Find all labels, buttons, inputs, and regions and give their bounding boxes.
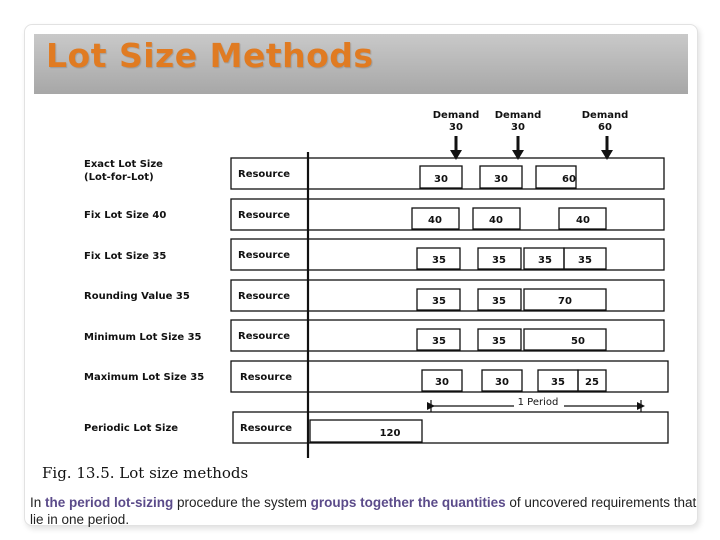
lot-value: 40 [489, 215, 503, 226]
lot-value: 30 [434, 174, 448, 185]
lot-value: 25 [585, 377, 599, 388]
lot-value: 40 [576, 215, 590, 226]
resource-label: Resource [238, 291, 291, 302]
demand-arrows [450, 136, 613, 160]
lot-value: 35 [432, 296, 446, 307]
resource-label: Resource [238, 250, 291, 261]
resource-label: Resource [238, 331, 291, 342]
demand-value: 60 [598, 122, 612, 133]
resource-row [231, 199, 664, 230]
resource-row [231, 361, 668, 392]
description-part: In [30, 495, 46, 510]
resource-label: Resource [238, 210, 291, 221]
resource-labels [238, 169, 292, 434]
lot-value: 60 [562, 174, 576, 185]
method-label: Rounding Value 35 [84, 291, 190, 302]
resource-rows [231, 158, 668, 443]
method-label: Periodic Lot Size [84, 423, 179, 434]
method-labels [84, 159, 204, 434]
resource-row [233, 412, 668, 443]
lot-value: 30 [435, 377, 449, 388]
method-label-sub: (Lot-for-Lot) [84, 172, 154, 183]
lot-value: 35 [492, 296, 506, 307]
lot-value: 35 [432, 336, 446, 347]
resource-row [231, 280, 664, 311]
lot-value: 35 [492, 336, 506, 347]
demand-label: Demand [494, 110, 542, 121]
lot-value: 30 [494, 174, 508, 185]
demand-label: Demand [581, 110, 629, 121]
figure-caption: Fig. 13.5. Lot size methods [42, 464, 249, 482]
lot-value: 120 [379, 428, 401, 439]
demand-header [433, 110, 629, 133]
demand-value: 30 [449, 122, 463, 133]
lot-value: 35 [551, 377, 565, 388]
method-label: Maximum Lot Size 35 [84, 372, 205, 383]
lot-block [524, 329, 606, 350]
demand-label: Demand [432, 110, 480, 121]
resource-row [231, 239, 664, 270]
lot-value: 70 [558, 296, 572, 307]
description-part: of uncovered requirements that lie in one period. [30, 495, 697, 527]
lot-value: 35 [578, 255, 592, 266]
resource-label: Resource [240, 372, 293, 383]
resource-label: Resource [240, 423, 293, 434]
demand-value: 30 [511, 122, 525, 133]
lot-block [310, 420, 422, 442]
description-text [30, 494, 698, 528]
description-highlight: the period lot-sizing [45, 495, 174, 510]
period-indicator [431, 395, 641, 412]
description-highlight: groups together the quantities [310, 495, 506, 510]
description-part: procedure the system [173, 495, 311, 510]
lot-value: 35 [492, 255, 506, 266]
method-label: Fix Lot Size 40 [84, 210, 167, 221]
lot-value: 35 [538, 255, 552, 266]
lot-value: 50 [571, 336, 585, 347]
slide-title: Lot Size Methods [46, 36, 374, 75]
lot-value: 35 [432, 255, 446, 266]
resource-row [231, 320, 664, 351]
lot-value: 40 [428, 215, 442, 226]
method-label: Exact Lot Size [84, 159, 163, 170]
period-label: 1 Period [517, 397, 559, 408]
lot-value: 30 [495, 377, 509, 388]
method-label: Fix Lot Size 35 [84, 251, 167, 262]
resource-label: Resource [238, 169, 291, 180]
method-label: Minimum Lot Size 35 [84, 332, 202, 343]
